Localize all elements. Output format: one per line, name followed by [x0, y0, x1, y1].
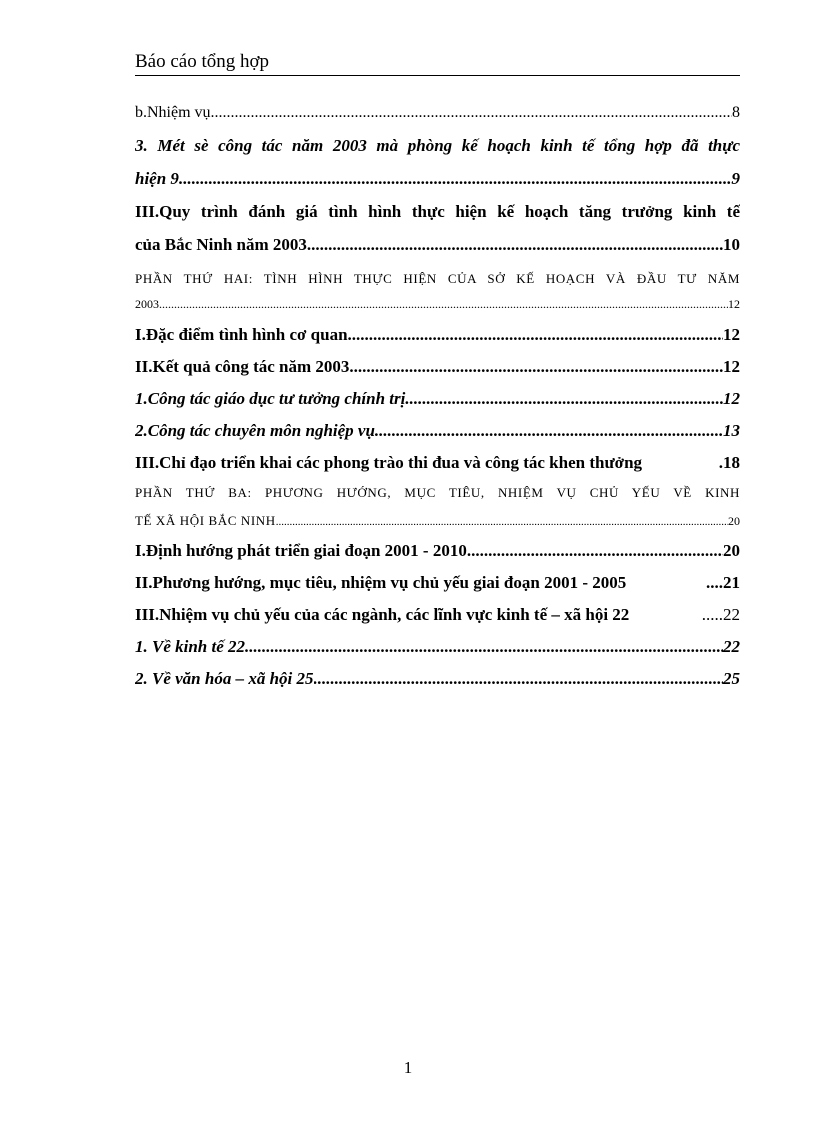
toc-entry-text: TẾ XÃ HỘI BẮC NINH: [135, 513, 276, 528]
toc-entry-text: II.Phương hướng, mục tiêu, nhiệm vụ chủ yếu giai đoạn 2001 - 2005: [135, 573, 627, 592]
toc-entry-ve-van-hoa[interactable]: [135, 663, 740, 695]
toc-entry-text: b.Nhiệm vụ: [135, 104, 211, 121]
toc-entry-page: .....22: [701, 605, 740, 624]
toc-entry-text: hiện 9: [135, 169, 179, 188]
dot-leader: [211, 96, 732, 129]
toc-entry-page: 10: [723, 235, 740, 254]
toc-entry-page: 20: [728, 514, 740, 528]
toc-entry-phan-thu-ba-line2[interactable]: [135, 507, 740, 535]
toc-entry-phan-thu-hai-line1[interactable]: PHẦN THỨ HAI: TÌNH HÌNH THỰC HIỆN CỦA SỞ KẾ HOẠCH VÀ ĐẦU TƯ NĂM: [135, 271, 740, 286]
toc-entry-dac-diem[interactable]: [135, 319, 740, 351]
toc-entry-thi-dua[interactable]: [135, 447, 740, 479]
toc-entry-page: 12: [723, 389, 740, 408]
toc-entry-page: 20: [723, 541, 740, 560]
dot-leader: [245, 631, 723, 663]
toc-entry-text: 2. Về văn hóa – xã hội 25: [135, 669, 314, 688]
toc-entry-text: II.Kết quả công tác năm 2003: [135, 357, 350, 376]
header-title: Báo cáo tổng hợp: [135, 51, 270, 72]
toc-entry-chuyen-mon[interactable]: [135, 415, 740, 447]
toc-entry-phan-thu-ba-line1[interactable]: PHẦN THỨ BA: PHƯƠNG HƯỚNG, MỤC TIÊU, NHIỆM VỤ CHỦ YẾU VỀ KINH: [135, 485, 740, 500]
toc-entry-text: 2003: [135, 297, 159, 311]
toc-entry-page: 12: [728, 297, 740, 311]
toc-entry-nhiem-vu[interactable]: [135, 96, 740, 129]
toc-entry-cong-tac-2003-line1[interactable]: 3. Mét sè công tác năm 2003 mà phòng kế hoạch kinh tế tổng hợp đã thực: [135, 136, 740, 155]
toc-entry-page: 9: [731, 169, 740, 188]
toc-entry-text: 1. Về kinh tế 22: [135, 637, 246, 656]
dot-leader: [276, 508, 728, 535]
toc-entry-text: của Bắc Ninh năm 2003: [135, 235, 307, 254]
toc-entry-quy-trinh-line1[interactable]: III.Quy trình đánh giá tình hình thực hiện kế hoạch tăng trưởng kinh tế: [135, 202, 740, 221]
toc-entry-text: III.Chỉ đạo triển khai các phong trào thi đua và công tác khen thưởng: [135, 453, 643, 472]
page-header: [135, 51, 740, 76]
toc-entry-page: .18: [718, 453, 740, 472]
toc-entry-page: 22: [723, 637, 740, 656]
dot-leader: [314, 663, 723, 695]
toc-entry-text: 1.Công tác giáo dục tư tưởng chính trị: [135, 389, 406, 408]
table-of-contents: [135, 96, 740, 695]
toc-entry-text: I.Đặc điểm tình hình cơ quan: [135, 325, 348, 344]
toc-entry-text: I.Định hướng phát triển giai đoạn 2001 - 2010: [135, 541, 467, 560]
toc-entry-cong-tac-2003-line2[interactable]: [135, 162, 740, 195]
dot-leader: [348, 319, 723, 351]
toc-entry-nhiem-vu-chu-yeu[interactable]: [135, 599, 740, 631]
toc-entry-giao-duc[interactable]: [135, 383, 740, 415]
toc-entry-page: 12: [723, 325, 740, 344]
toc-entry-page: ....21: [706, 573, 740, 592]
toc-entry-phuong-huong[interactable]: [135, 567, 740, 599]
dot-leader: [179, 162, 732, 195]
toc-entry-page: 25: [723, 669, 740, 688]
toc-entry-ket-qua[interactable]: [135, 351, 740, 383]
dot-leader: [349, 351, 723, 383]
page-number: 1: [403, 1058, 413, 1077]
toc-entry-page: 13: [723, 421, 740, 440]
toc-entry-dinh-huong[interactable]: [135, 535, 740, 567]
dot-leader: [405, 383, 723, 415]
toc-entry-page: 8: [732, 104, 740, 121]
toc-entry-text: 2.Công tác chuyên môn nghiệp vụ: [135, 421, 375, 440]
toc-entry-quy-trinh-line2[interactable]: [135, 228, 740, 261]
dot-leader: [467, 535, 723, 567]
toc-entry-ve-kinh-te[interactable]: [135, 631, 740, 663]
toc-entry-text: III.Nhiệm vụ chủ yếu của các ngành, các lĩnh vực kinh tế – xã hội 22: [135, 605, 630, 624]
toc-entry-page: 12: [723, 357, 740, 376]
dot-leader: [307, 228, 723, 261]
toc-entry-phan-thu-hai-line2[interactable]: [135, 293, 740, 319]
dot-leader: [375, 415, 723, 447]
dot-leader: [159, 293, 728, 315]
